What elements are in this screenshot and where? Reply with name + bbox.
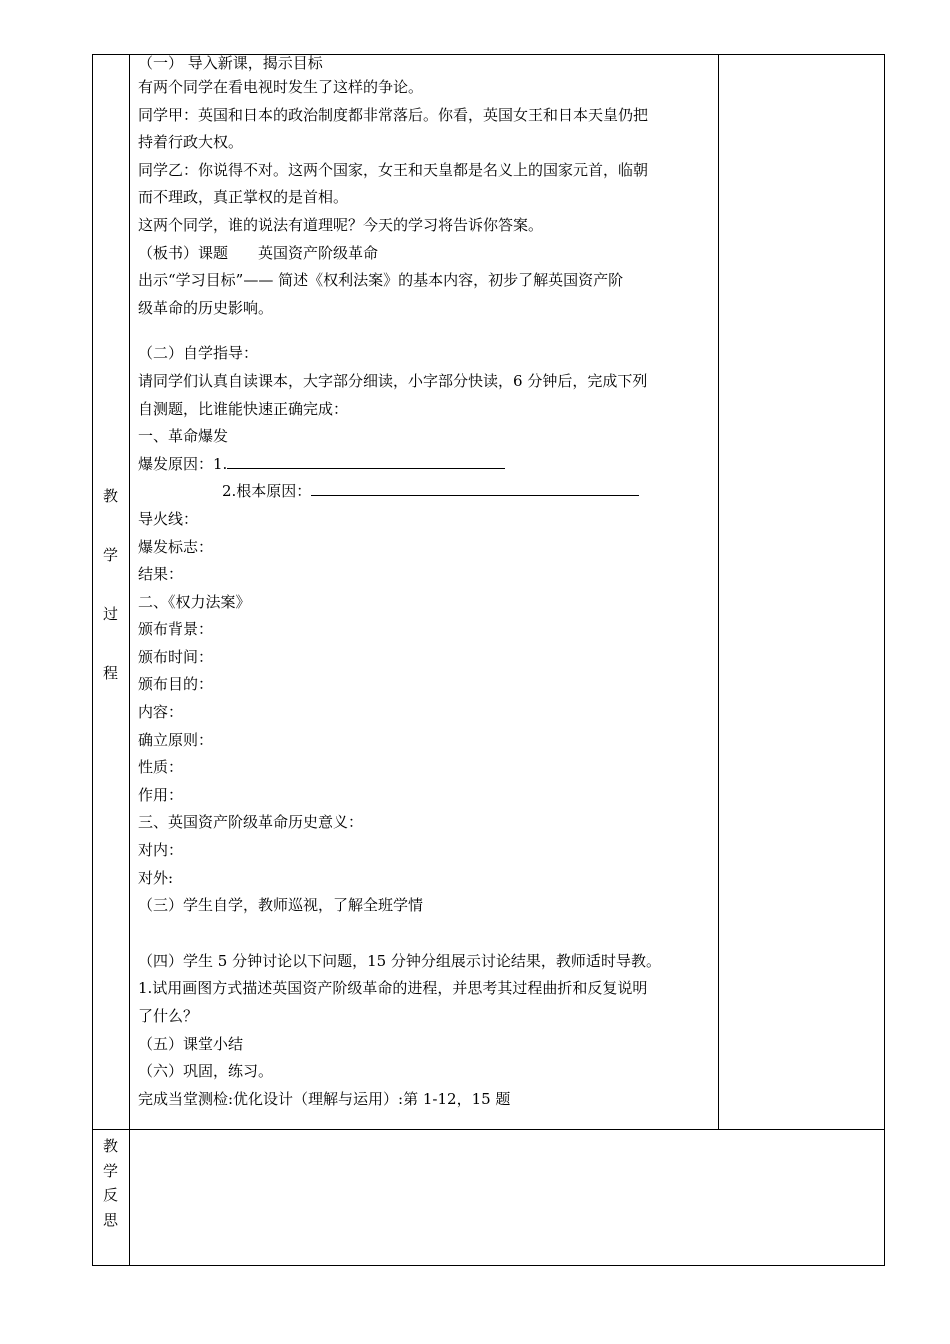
fill-in-line: 对内：: [138, 841, 184, 860]
reflection-label-char: 教: [102, 1137, 118, 1155]
text-line: 级革命的历史影响。: [138, 298, 274, 317]
column-divider-left: [129, 54, 130, 1266]
fill-in-line: [138, 478, 716, 506]
process-label-char: 教: [102, 487, 118, 505]
sub-heading: 二、《权力法案》: [138, 592, 251, 611]
spacer: [138, 322, 716, 340]
section-heading: （三）学生自学，教师巡视，了解全班学情: [138, 896, 424, 915]
fill-in-line: 导火线：: [138, 509, 199, 528]
text-line: 同学乙：你说得不对。这两个国家，女王和天皇都是名义上的国家元首，临朝: [138, 160, 649, 179]
process-label-char: 过: [102, 605, 118, 623]
section-heading: （五）课堂小结: [138, 1034, 244, 1053]
section-heading: （六）巩固，练习。: [138, 1062, 274, 1081]
sub-heading: 一、革命爆发: [138, 427, 229, 446]
answer-blank: [227, 453, 505, 469]
fill-in-line: 颁布时间：: [138, 647, 214, 666]
text-line: 1.试用画图方式描述英国资产阶级革命的进程，并思考其过程曲折和反复说明: [138, 979, 648, 998]
process-label-char: 程: [102, 664, 118, 682]
fill-in-line: 作用：: [138, 785, 184, 804]
text-line: 持着行政大权。: [138, 133, 244, 152]
fill-in-line: 颁布目的：: [138, 675, 214, 694]
fill-in-line: 对外:: [138, 868, 174, 887]
process-content: [138, 52, 716, 1113]
section-heading: （四）学生 5 分钟讨论以下问题，15 分钟分组展示讨论结果，教师适时导教。: [138, 951, 661, 970]
text-line: 同学甲：英国和日本的政治制度都非常落后。你看，英国女王和日本天皇仍把: [138, 105, 649, 124]
fill-in-label: 爆发原因：1.: [138, 454, 228, 473]
fill-in-line: 内容：: [138, 703, 184, 722]
process-label-char: 学: [102, 546, 118, 564]
sub-heading: 三、英国资产阶级革命历史意义：: [138, 813, 364, 832]
reflection-label-char: 学: [102, 1161, 118, 1180]
fill-in-line: 结果：: [138, 565, 184, 584]
text-line: 出示“学习目标”—— 简述《权利法案》的基本内容，初步了解英国资产阶: [138, 271, 624, 290]
fill-in-line: [138, 451, 716, 479]
reflection-label-char: 反: [102, 1186, 118, 1204]
text-line: （板书）课题 英国资产阶级革命: [138, 243, 379, 262]
text-line: 请同学们认真自读课本，大字部分细读，小字部分快读，6 分钟后，完成下列: [138, 371, 648, 390]
column-divider-right: [718, 54, 719, 1129]
text-line: 自测题，比谁能快速正确完成：: [138, 399, 349, 418]
text-line: 有两个同学在看电视时发生了这样的争论。: [138, 78, 424, 96]
fill-in-label: 2.根本原因：: [222, 482, 312, 501]
fill-in-line: 性质：: [138, 758, 184, 777]
text-line: 而不理政，真正掌权的是首相。: [138, 188, 349, 207]
text-line: 完成当堂测检:优化设计（理解与运用）:第 1-12，15 题: [138, 1089, 511, 1108]
fill-in-line: 确立原则：: [138, 730, 214, 749]
spacer: [138, 920, 716, 948]
fill-in-line: 颁布背景：: [138, 620, 214, 639]
section-heading: （二）自学指导：: [138, 344, 259, 363]
process-side-label: [92, 483, 129, 687]
fill-in-line: 爆发标志：: [138, 537, 214, 556]
reflection-side-label: [92, 1134, 129, 1232]
text-line: 这两个同学，谁的说法有道理呢？今天的学习将告诉你答案。: [138, 215, 544, 234]
section-heading: （一） 导入新课，揭示目标: [138, 54, 323, 72]
answer-blank: [311, 480, 639, 496]
row-divider: [92, 1129, 885, 1130]
reflection-label-char: 思: [102, 1210, 118, 1229]
text-line: 了什么？: [138, 1007, 199, 1025]
